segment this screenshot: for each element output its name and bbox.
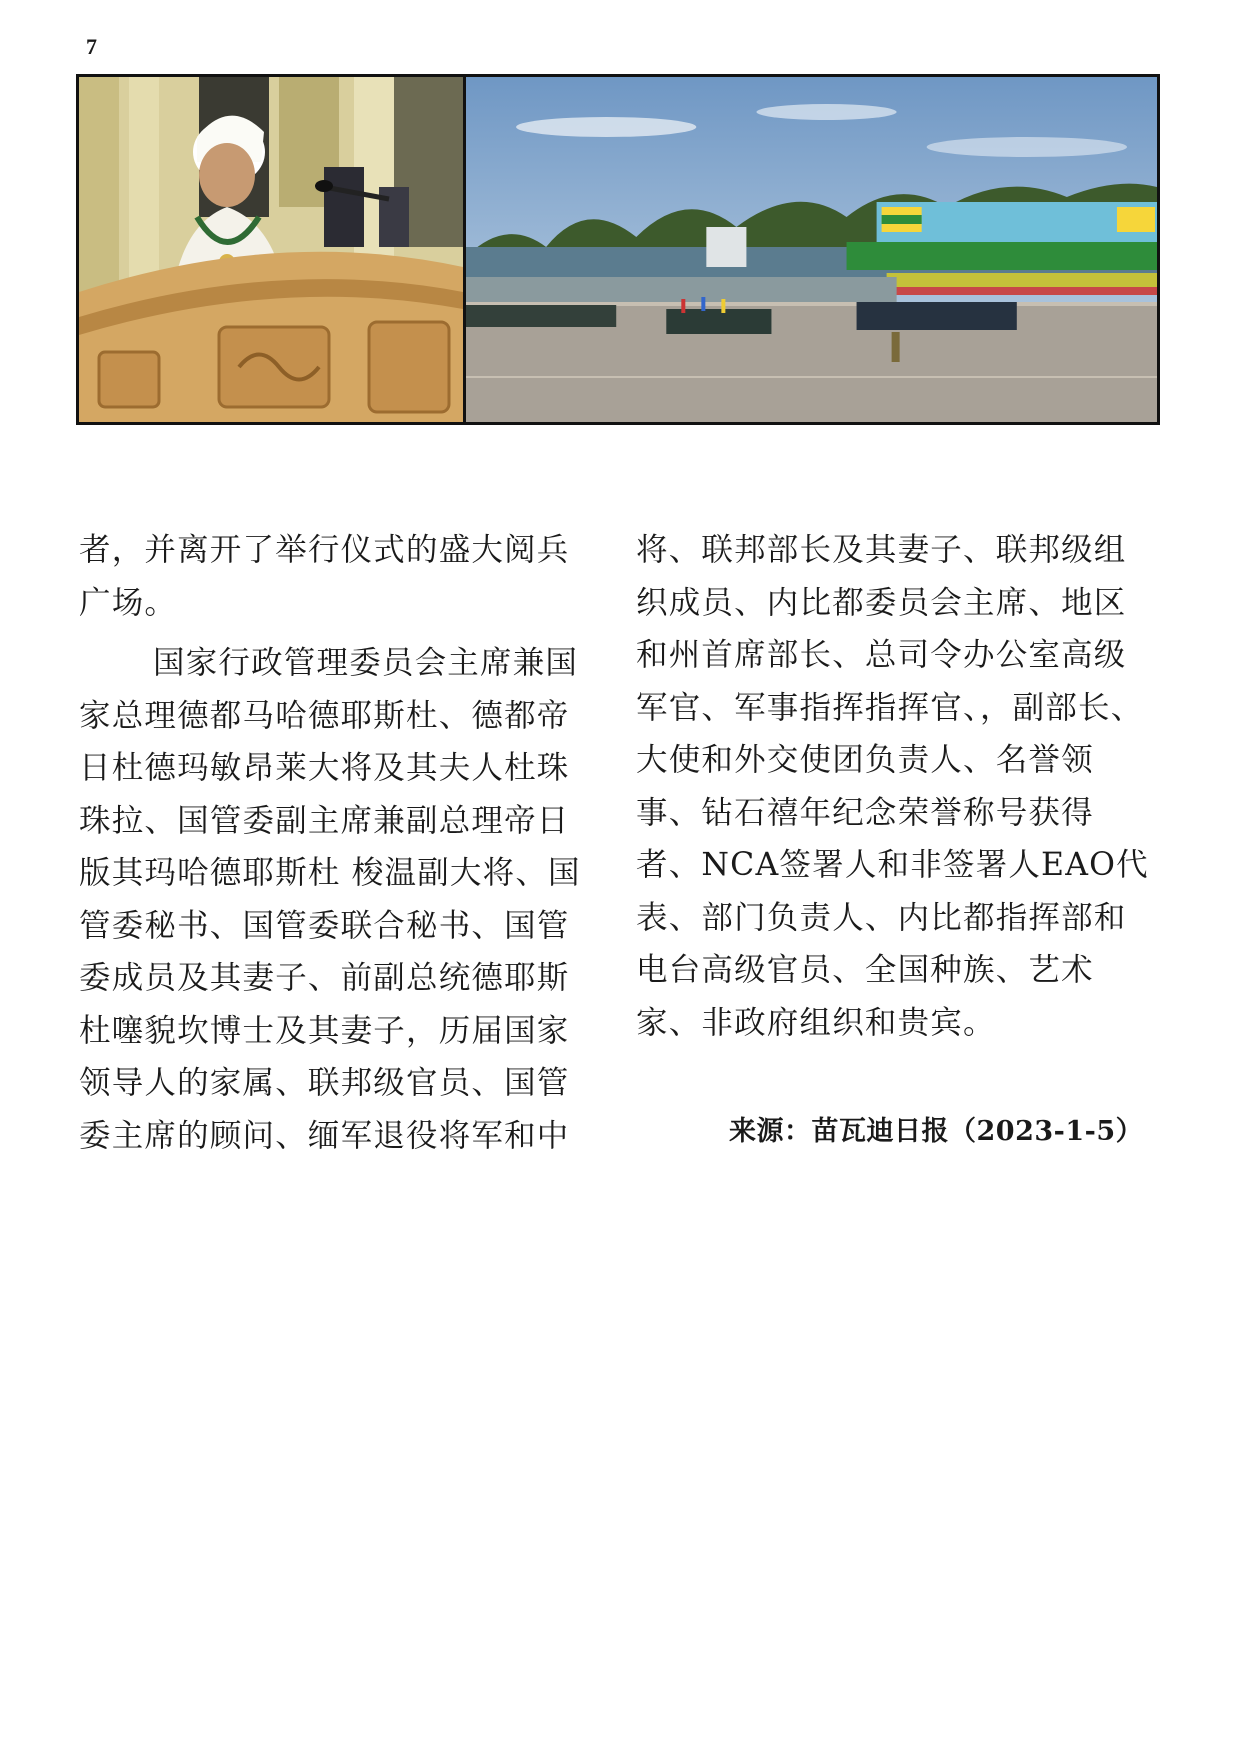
military-parade-photo bbox=[466, 77, 1157, 422]
article-column-right bbox=[636, 524, 1156, 1049]
article-column-left bbox=[79, 524, 599, 1162]
speaker-at-podium-photo bbox=[79, 77, 463, 422]
paragraph-continuation: 者，并离开了举行仪式的盛大阅兵广场。 bbox=[79, 532, 570, 621]
paragraph-attendees-continued: 将、联邦部长及其妻子、联邦级组织成员、内比都委员会主席、地区和州首席部长、总司令办公室高级军官、军事指挥指挥官、，副部长、大使和外交使团负责人、名誉领事、钻石禧年纪念荣誉称号获得者、NCA签署人和非签署人EAO代表、部门负责人、内比都指挥部和电台高级官员、全国种族、艺术家、非政府组织和贵宾。 bbox=[636, 532, 1149, 1041]
photo-frame bbox=[76, 74, 1160, 425]
page-number: 7 bbox=[86, 34, 97, 59]
article-source: 来源：苗瓦迪日报（2023-1-5） bbox=[729, 1116, 1144, 1147]
paragraph-attendees: 国家行政管理委员会主席兼国家总理德都马哈德耶斯杜、德都帝日杜德玛敏昂莱大将及其夫人杜珠珠拉、国管委副主席兼副总理帝日版其玛哈德耶斯杜 梭温副大将、国管委秘书、国管委联合秘书、国管委成员及其妻子、前副总统德耶斯杜噻貌坎博士及其妻子，历届国家领导人的家属、联邦级官员、国管委主席的顾问、缅军退役将军和中 bbox=[79, 645, 581, 1154]
